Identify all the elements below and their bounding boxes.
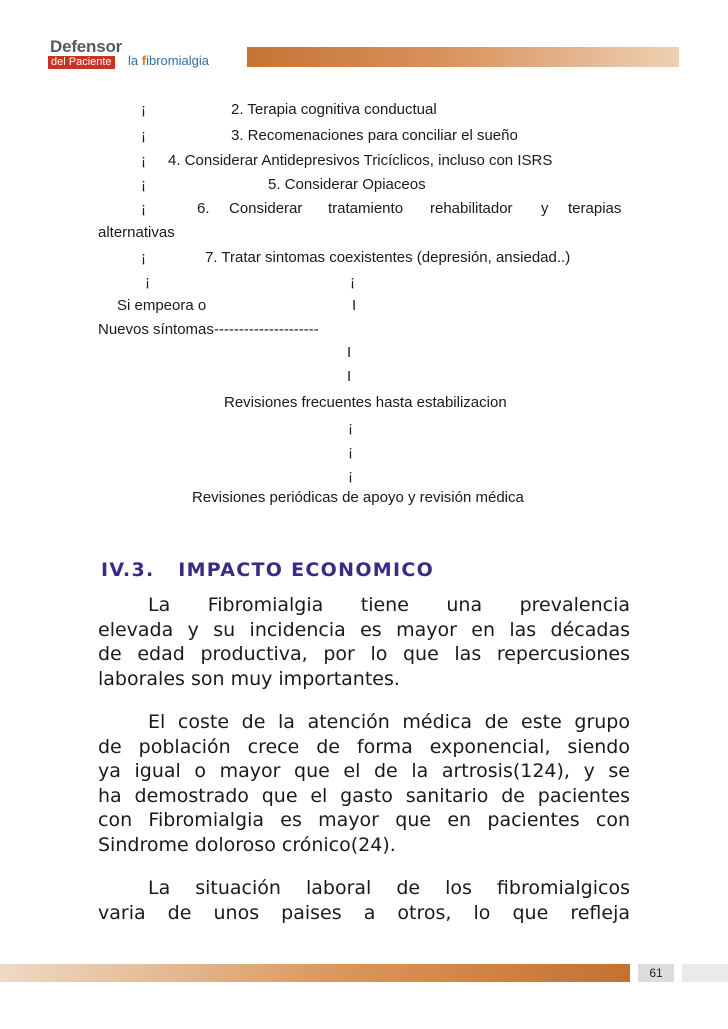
section-heading: IV.3. IMPACTO ECONOMICO <box>101 559 435 581</box>
flow-bullet-10: ¡ <box>348 467 353 484</box>
flow-periodic-reviews: Revisiones periódicas de apoyo y revisión médica <box>192 489 524 506</box>
flow-pipe-1: I <box>352 297 357 314</box>
flow-step-5: 5. Considerar Opiaceos <box>268 176 426 193</box>
flow-step-6-w3: rehabilitador <box>430 200 513 217</box>
page-number: 61 <box>638 964 674 982</box>
paragraph-2-line-6: Sindrome doloroso crónico(24). <box>98 833 396 856</box>
flow-bullet-6: ¡ <box>141 249 146 266</box>
footer-bar <box>0 964 630 982</box>
flow-pipe-2: I <box>347 344 352 361</box>
flow-step-2: 2. Terapia cognitiva conductual <box>231 101 437 118</box>
flow-step-6-w1: Considerar <box>229 200 303 217</box>
flow-bullet-8: ¡ <box>348 419 353 436</box>
footer-right-block <box>682 964 728 982</box>
paragraph-1-line-1 <box>98 593 630 618</box>
paragraph-2-line-2: de población crece de forma exponencial, siendo <box>98 735 630 758</box>
paragraph-2-line-1 <box>98 710 630 735</box>
flow-bullet-3: ¡ <box>141 152 146 169</box>
paragraph-1-line-1-text: La Fibromialgia tiene una prevalencia <box>148 594 630 616</box>
paragraph-3-line-2: varia de unos paises a otros, lo que refleja <box>98 901 630 924</box>
header-bar <box>247 47 679 67</box>
paragraph-2-line-3: ya igual o mayor que el de la artrosis(124), y se <box>98 760 630 782</box>
logo-fibromialgia <box>128 53 209 69</box>
paragraph-2-line-5: con Fibromialgia es mayor que en pacientes con <box>98 809 630 831</box>
flow-new-symptoms: Nuevos síntomas--------------------- <box>98 321 319 338</box>
flow-step-3: 3. Recomenaciones para conciliar el sueño <box>231 127 518 144</box>
flow-step-4: 4. Considerar Antidepresivos Tricíclicos, incluso con ISRS <box>168 152 553 169</box>
flow-bullet-7: ¡ <box>145 273 150 290</box>
paragraph-1-line-4: laborales son muy importantes. <box>98 667 400 690</box>
flow-bullet-9: ¡ <box>348 443 353 460</box>
paragraph-3-line-1-text: La situación laboral de los fibromialgicos <box>148 877 630 899</box>
flow-bullet-2: ¡ <box>141 127 146 144</box>
flow-step-7: 7. Tratar sintomas coexistentes (depresión, ansiedad..) <box>205 249 571 266</box>
logo-sub-f: f <box>141 53 147 68</box>
flow-bullet-4: ¡ <box>141 176 146 193</box>
logo-del-paciente: del Paciente <box>48 56 115 69</box>
flow-step-6-w4: y <box>541 200 549 217</box>
flow-step-6-w5: terapias <box>568 200 622 217</box>
flow-bullet-5: ¡ <box>141 200 146 217</box>
logo-sub-rest: ibromialgia <box>146 53 209 68</box>
flow-pipe-3: I <box>347 368 352 385</box>
flow-worse: Si empeora o <box>117 297 207 314</box>
logo-sub-prefix: la <box>128 53 142 68</box>
paragraph-2 <box>98 710 630 857</box>
paragraph-3 <box>98 876 630 925</box>
flow-bullet-1: ¡ <box>141 101 146 118</box>
flow-step-6-num: 6. <box>197 200 210 217</box>
paragraph-1 <box>98 593 630 691</box>
paragraph-2-line-4: ha demostrado que el gasto sanitario de pacientes <box>98 784 630 807</box>
flow-step-6-cont: alternativas <box>98 224 175 241</box>
paragraph-3-line-1 <box>98 876 630 901</box>
logo-defensor: Defensor <box>50 37 123 56</box>
paragraph-1-line-3: de edad productiva, por lo que las repercusiones <box>98 643 630 665</box>
paragraph-1-line-2: elevada y su incidencia es mayor en las décadas <box>98 618 630 641</box>
flow-bullet-7-right: ¡ <box>350 273 355 290</box>
flow-step-6-w2: tratamiento <box>328 200 404 217</box>
paragraph-2-line-1-text: El coste de la atención médica de este grupo <box>148 711 630 733</box>
flow-frequent-reviews: Revisiones frecuentes hasta estabilizacion <box>224 394 507 411</box>
